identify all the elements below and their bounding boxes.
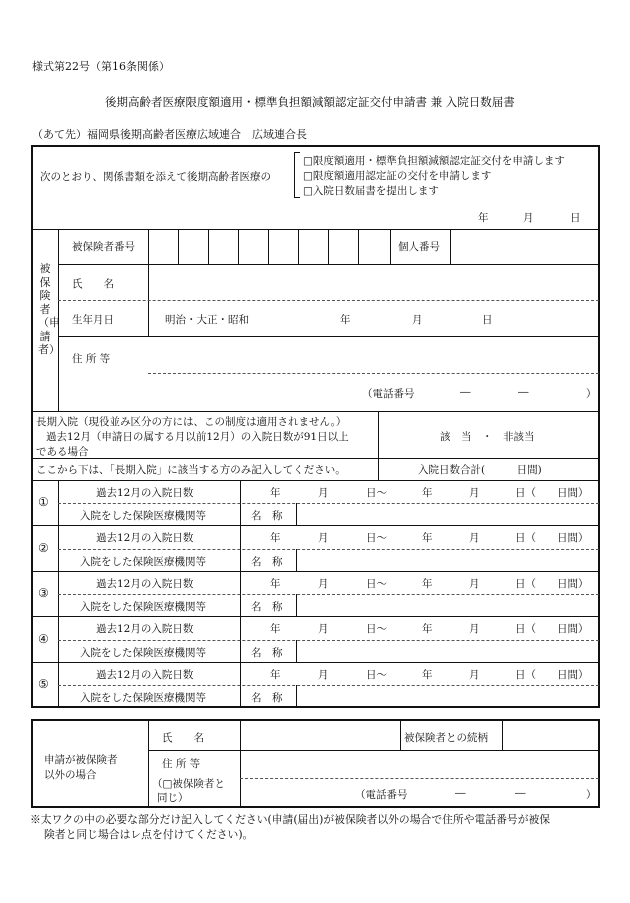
line <box>32 411 599 412</box>
line <box>58 264 599 265</box>
line <box>240 720 241 807</box>
days-label: 過去12月の入院日数 <box>96 532 194 544</box>
period-day: 日～ <box>366 669 387 681</box>
period-day: 日（ <box>515 532 536 544</box>
line <box>58 336 599 337</box>
line <box>32 662 599 663</box>
line <box>32 571 599 572</box>
line <box>296 503 297 525</box>
line <box>32 480 599 481</box>
days-label: 過去12月の入院日数 <box>96 578 194 590</box>
period-day: 日（ <box>515 487 536 499</box>
line <box>328 229 329 264</box>
period-day: 日～ <box>366 487 387 499</box>
period-year: 年 <box>270 623 281 635</box>
days-label: 過去12月の入院日数 <box>96 623 194 635</box>
form-number: 様式第22号（第16条関係） <box>32 60 170 73</box>
applicant-label-2: 以外の場合 <box>44 769 97 781</box>
period-month: 月 <box>469 487 480 499</box>
option-reduction-certificate[interactable]: □限度額適用・標準負担額減額認定証交付を申請します <box>303 155 565 167</box>
long-term-text-3: である場合 <box>36 446 89 458</box>
line <box>148 229 149 264</box>
line <box>58 300 599 301</box>
birth-era: 明治・大正・昭和 <box>165 314 249 326</box>
line <box>32 458 599 459</box>
institution-name-label: 名 称 <box>251 510 283 522</box>
period-total: 日間） <box>557 578 589 590</box>
applicant-phone-label: （電話番号 <box>355 789 408 801</box>
period-total: 日間） <box>557 669 589 681</box>
line <box>502 720 503 750</box>
birth-year: 年 <box>340 314 351 326</box>
period-year: 年 <box>270 669 281 681</box>
birth-label: 生年月日 <box>72 314 114 326</box>
line <box>240 778 599 779</box>
line <box>58 503 599 504</box>
row-number: ① <box>38 495 49 509</box>
period-year: 年 <box>422 669 433 681</box>
period-year: 年 <box>270 487 281 499</box>
birth-month: 月 <box>412 314 423 326</box>
institution-label: 入院をした保険医療機関等 <box>80 601 206 613</box>
total-days: 入院日数合計( 日間) <box>418 464 542 476</box>
applicant-label-1: 申請が被保険者 <box>44 754 118 766</box>
line <box>32 616 599 617</box>
line <box>450 229 451 264</box>
row-number: ③ <box>38 586 49 600</box>
line <box>148 373 599 374</box>
line <box>208 229 209 264</box>
institution-name-label: 名 称 <box>251 692 283 704</box>
line <box>296 640 297 662</box>
insured-section-label: 被保険者（申請者） <box>38 262 60 356</box>
applicant-name-label: 氏 名 <box>162 732 204 744</box>
phone-dash: ― <box>515 787 526 799</box>
row-number: ④ <box>38 632 49 646</box>
phone-dash: ― <box>455 787 466 799</box>
long-term-text-2: 過去12月（申請日の属する月以前12月）の入院日数が91日以上 <box>46 431 349 443</box>
applicable-choice[interactable]: 該 当 ・ 非該当 <box>440 431 535 443</box>
institution-name-label: 名 称 <box>251 647 283 659</box>
insured-number-label: 被保険者番号 <box>72 241 135 253</box>
line <box>32 525 599 526</box>
period-month: 月 <box>469 578 480 590</box>
line <box>58 594 599 595</box>
option-hospital-days[interactable]: □入院日数届書を提出します <box>303 185 439 197</box>
form-title: 後期高齢者医療限度額適用・標準負担額減額認定証交付申請書 兼 入院日数届書 <box>105 95 515 109</box>
option-limit-certificate[interactable]: □限度額適用認定証の交付を申請します <box>303 170 492 182</box>
period-month: 月 <box>318 623 329 635</box>
line <box>58 549 599 550</box>
institution-name-label: 名 称 <box>251 601 283 613</box>
line <box>148 750 599 751</box>
period-total: 日間） <box>557 487 589 499</box>
line <box>390 229 391 264</box>
line <box>58 685 599 686</box>
line <box>268 229 269 264</box>
footnote-line-1: ※太ワクの中の必要な部分だけ記入してください(申請(届出)が被保険者以外の場合で住所や電話番号が被保 <box>30 813 551 826</box>
period-month: 月 <box>318 578 329 590</box>
phone-dash: ― <box>460 386 471 398</box>
period-year: 年 <box>422 578 433 590</box>
period-year: 年 <box>422 487 433 499</box>
period-total: 日間） <box>557 623 589 635</box>
same-as-insured-label: 同じ） <box>157 792 189 804</box>
same-as-insured-checkbox[interactable]: （□被保険者と <box>152 778 225 790</box>
period-month: 月 <box>318 487 329 499</box>
period-day: 日～ <box>366 623 387 635</box>
institution-label: 入院をした保険医療機関等 <box>80 510 206 522</box>
row-number: ② <box>38 541 49 555</box>
line <box>296 594 297 616</box>
date-year: 年 <box>478 212 489 224</box>
line <box>378 458 379 480</box>
period-month: 月 <box>469 623 480 635</box>
period-day: 日～ <box>366 532 387 544</box>
footnote-line-2: 険者と同じ場合はレ点を付けてください)。 <box>44 828 254 841</box>
long-term-note: ここから下は、「長期入院」に該当する方のみ記入してください。 <box>36 464 346 476</box>
row-number: ⑤ <box>38 677 49 691</box>
institution-label: 入院をした保険医療機関等 <box>80 556 206 568</box>
days-label: 過去12月の入院日数 <box>96 669 194 681</box>
phone-dash: ― <box>518 386 529 398</box>
line <box>238 229 239 264</box>
phone-label: （電話番号 <box>362 388 415 400</box>
period-total: 日間） <box>557 532 589 544</box>
individual-number-label: 個人番号 <box>398 241 440 253</box>
name-label: 氏 名 <box>72 278 114 290</box>
period-day: 日（ <box>515 623 536 635</box>
long-term-text-1: 長期入院（現役並み区分の方には、この制度は適用されません。） <box>36 416 347 428</box>
period-year: 年 <box>422 532 433 544</box>
days-label: 過去12月の入院日数 <box>96 487 194 499</box>
line <box>178 229 179 264</box>
period-year: 年 <box>270 578 281 590</box>
period-day: 日（ <box>515 669 536 681</box>
period-year: 年 <box>270 532 281 544</box>
address-label: 住 所 等 <box>72 353 111 365</box>
line <box>400 720 401 750</box>
institution-label: 入院をした保険医療機関等 <box>80 692 206 704</box>
line <box>378 411 379 458</box>
intro-lead: 次のとおり、関係書類を添えて後期高齢者医療の <box>40 171 271 183</box>
date-month: 月 <box>523 212 534 224</box>
date-day: 日 <box>570 212 581 224</box>
relation-label: 被保険者との続柄 <box>404 732 488 744</box>
period-year: 年 <box>422 623 433 635</box>
period-month: 月 <box>469 669 480 681</box>
birth-day: 日 <box>482 314 493 326</box>
line <box>296 685 297 708</box>
period-month: 月 <box>318 669 329 681</box>
period-day: 日～ <box>366 578 387 590</box>
line <box>148 720 149 807</box>
addressee: （あて先）福岡県後期高齢者医療広域連合 広域連合長 <box>32 128 307 141</box>
line <box>298 229 299 264</box>
phone-close: ） <box>586 388 597 400</box>
line <box>296 549 297 571</box>
line <box>358 229 359 264</box>
period-day: 日（ <box>515 578 536 590</box>
line <box>58 640 599 641</box>
institution-name-label: 名 称 <box>251 556 283 568</box>
institution-label: 入院をした保険医療機関等 <box>80 647 206 659</box>
applicant-address-label: 住 所 等 <box>162 758 201 770</box>
period-month: 月 <box>469 532 480 544</box>
phone-close: ） <box>586 789 597 801</box>
period-month: 月 <box>318 532 329 544</box>
options-bracket <box>294 152 300 198</box>
line <box>32 229 599 230</box>
